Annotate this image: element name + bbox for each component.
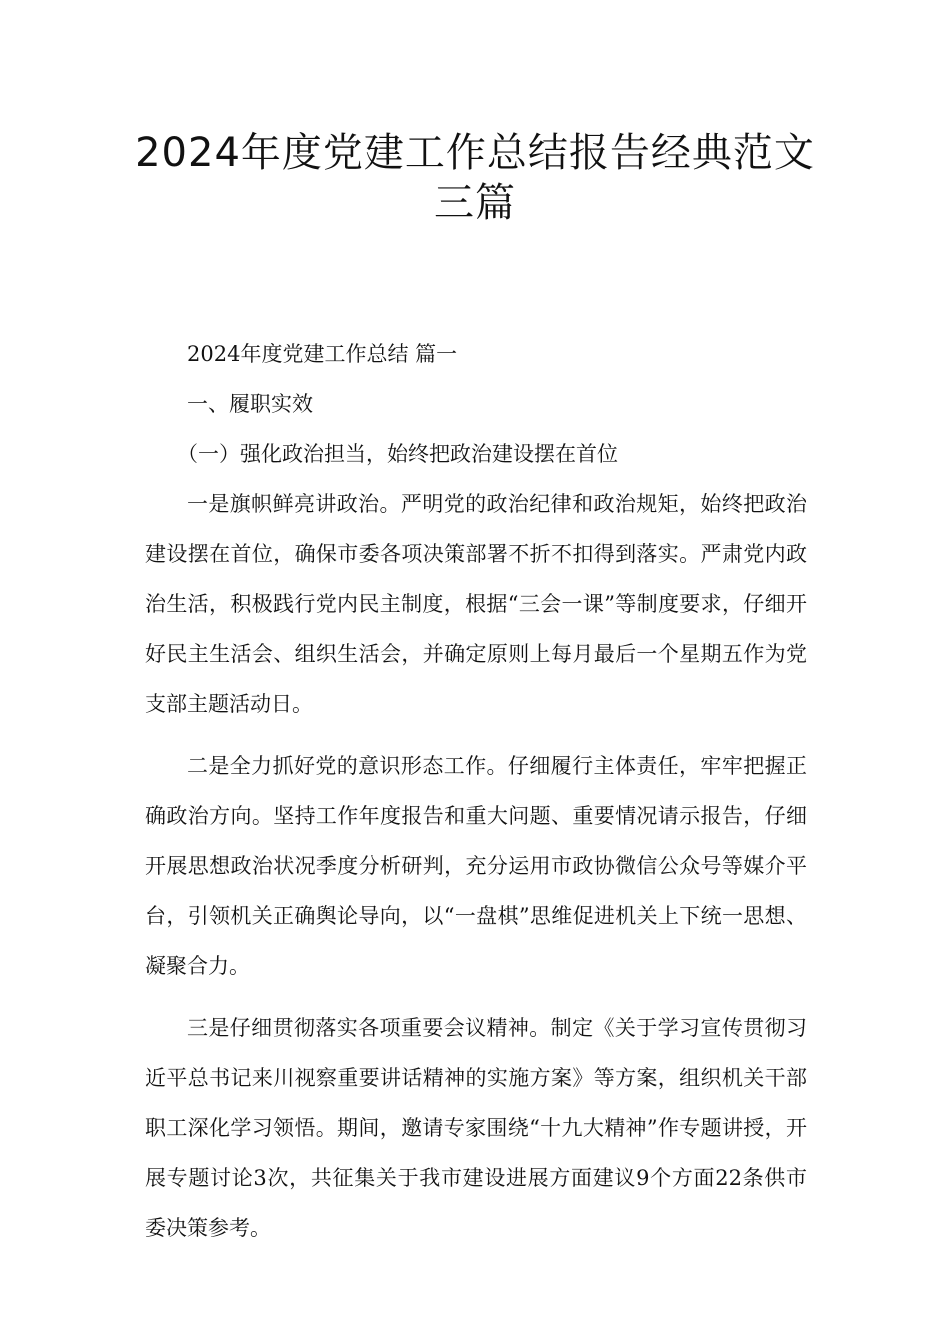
document-body — [145, 329, 807, 1265]
document-title: 2024年度党建工作总结报告经典范文三篇 — [135, 130, 815, 226]
paragraph-2: 二是全力抓好党的意识形态工作。仔细履行主体责任，牢牢把握正确政治方向。坚持工作年度报告和重大问题、重要情况请示报告，仔细开展思想政治状况季度分析研判，充分运用市政协微信公众号等媒介平台，引领机关正确舆论导向，以“一盘棋”思维促进机关上下统一思想、凝聚合力。 — [145, 754, 807, 978]
paragraph-3: 三是仔细贯彻落实各项重要会议精神。制定《关于学习宣传贯彻习近平总书记来川视察重要讲话精神的实施方案》等方案，组织机关干部职工深化学习领悟。期间，邀请专家围绕“十九大精神”作专题讲授，开展专题讨论3次，共征集关于我市建设进展方面建议9个方面22条供市委决策参考。 — [145, 1016, 807, 1240]
sub-heading: （一）强化政治担当，始终把政治建设摆在首位 — [177, 442, 618, 466]
paragraph-1: 一是旗帜鲜亮讲政治。严明党的政治纪律和政治规矩，始终把政治建设摆在首位，确保市委各项决策部署不折不扣得到落实。严肃党内政治生活，积极践行党内民主制度，根据“三会一课”等制度要求，仔细开好民主生活会、组织生活会，并确定原则上每月最后一个星期五作为党支部主题活动日。 — [145, 492, 807, 716]
section-heading: 2024年度党建工作总结 篇一 — [187, 342, 458, 366]
part-heading: 一、履职实效 — [187, 392, 313, 416]
